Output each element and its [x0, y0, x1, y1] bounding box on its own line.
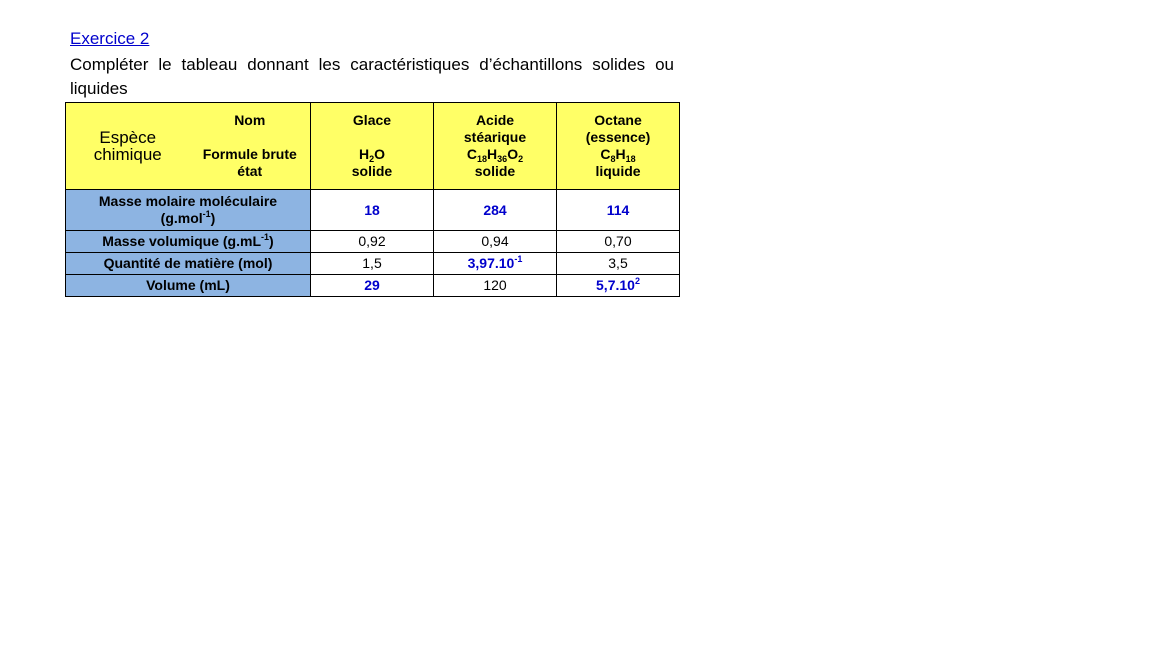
column-header-octane: [557, 103, 680, 190]
column-formula: $H_2O$: [358, 146, 386, 164]
row-head-nom: Nom: [234, 112, 266, 128]
row-head-formule: Formule brute: [202, 146, 297, 162]
column-state: solide: [351, 163, 393, 179]
species-corner-cell: [66, 103, 190, 190]
value-cell: 29: [311, 275, 434, 297]
value-cell: $3,97.10^{-1}$: [434, 253, 557, 275]
value-cell: 5,7.10$^2$: [557, 275, 680, 297]
characteristics-table: [65, 102, 680, 297]
property-heads-cell: [190, 103, 311, 190]
column-state: solide: [474, 163, 516, 179]
exercise-title: Exercice 2: [70, 29, 150, 48]
row-label-masse-volumique: Masse volumique $(g.mL^{-1})$: [66, 231, 311, 253]
column-name-line2: (essence): [585, 129, 651, 145]
value-cell: 114: [557, 190, 680, 231]
species-label-line1: Espèce: [99, 128, 157, 147]
value-cell: 1,5: [311, 253, 434, 275]
column-formula: $C_8H_{18}$: [600, 146, 636, 164]
column-header-acide-stearique: [434, 103, 557, 190]
table-row: [66, 253, 680, 275]
table-row: [66, 275, 680, 297]
table-header-row: [66, 103, 680, 190]
value-cell: 0,70: [557, 231, 680, 253]
row-label-volume: Volume (mL): [66, 275, 311, 297]
value-cell: 0,92: [311, 231, 434, 253]
value-cell: 0,94: [434, 231, 557, 253]
column-name-line1: Acide: [475, 112, 515, 128]
column-name-line2: stéarique: [463, 129, 527, 145]
species-label-line2: chimique: [93, 145, 162, 164]
value-cell: 284: [434, 190, 557, 231]
value-cell: 3,5: [557, 253, 680, 275]
exercise-instructions: Compléter le tableau donnant les caractéristiques d’échantillons solides ou liquides: [70, 55, 674, 98]
column-state: liquide: [595, 163, 641, 179]
table-row: [66, 231, 680, 253]
row-head-etat: état: [237, 163, 263, 179]
row-label-masse-molaire: Masse molaire moléculaire (g.mol$^{-1}$): [66, 190, 311, 231]
table-row: [66, 190, 680, 231]
value-cell: 120: [434, 275, 557, 297]
column-name-line1: Octane: [594, 112, 642, 128]
value-cell: 18: [311, 190, 434, 231]
row-label-quantite-matiere: Quantité de matière (mol): [66, 253, 311, 275]
column-header-glace: [311, 103, 434, 190]
column-formula: $C_{18}H_{36}O_2$: [466, 146, 524, 164]
column-name: Glace: [352, 112, 392, 128]
